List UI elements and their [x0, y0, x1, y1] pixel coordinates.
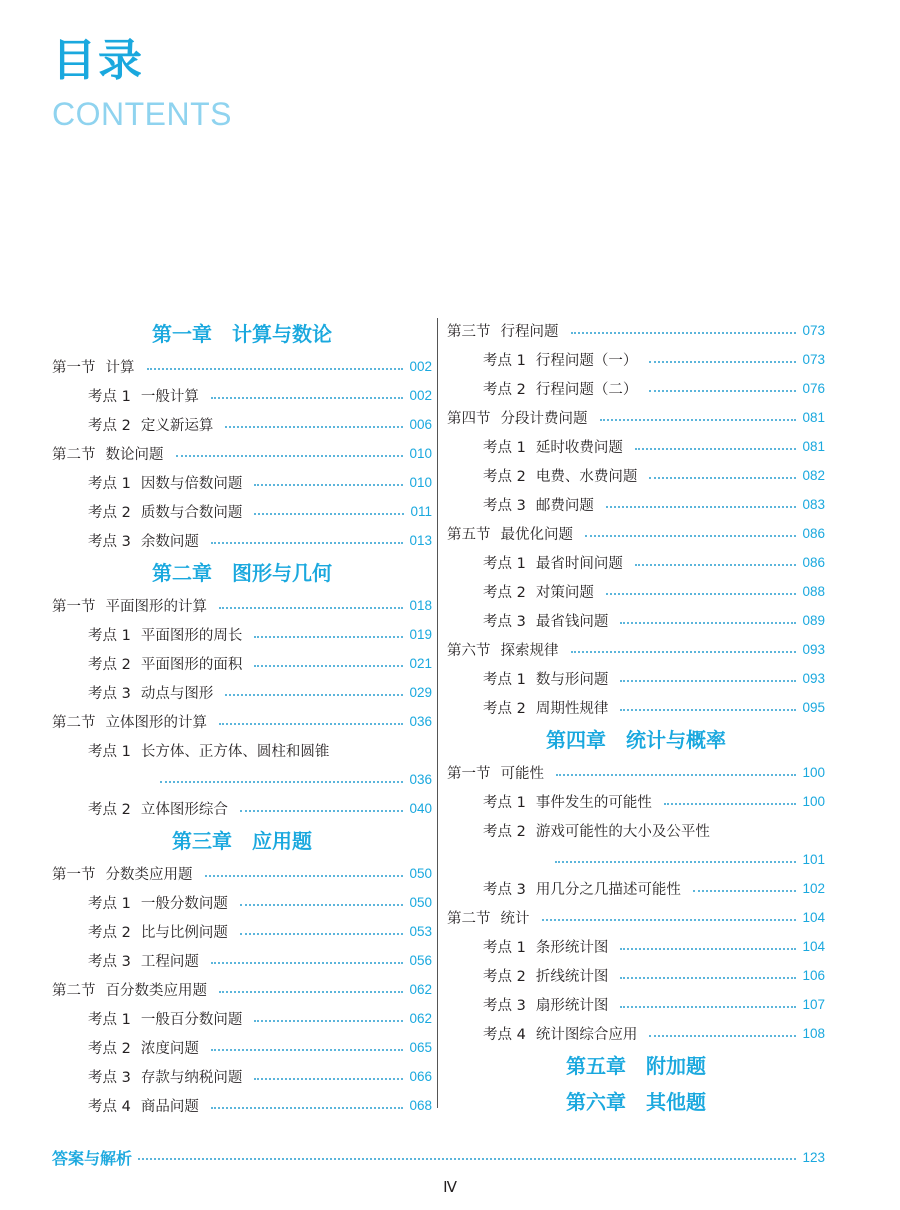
page-number: 106 [802, 968, 825, 983]
dot-leader [176, 455, 404, 457]
toc-topic[interactable]: 考点 1 平面图形的周长 019 [88, 627, 432, 644]
page-number: 104 [802, 939, 825, 954]
page-number: 108 [802, 1026, 825, 1041]
page-number: 021 [409, 656, 432, 671]
dot-leader [606, 506, 797, 508]
toc-section[interactable]: 第四节 分段计费问题 081 [447, 410, 825, 427]
dot-leader [254, 665, 403, 667]
page-number: 066 [409, 1069, 432, 1084]
page-number: 101 [802, 852, 825, 867]
dot-leader [649, 477, 796, 479]
dot-leader [211, 962, 404, 964]
toc-topic[interactable]: 考点 1 一般计算 002 [88, 388, 432, 405]
toc-right-column [447, 316, 825, 1120]
dot-leader [571, 651, 797, 653]
page-number: 086 [802, 555, 825, 570]
dot-leader [211, 1049, 404, 1051]
dot-leader [585, 535, 796, 537]
page-number: 010 [409, 475, 432, 490]
page-number: 050 [409, 866, 432, 881]
chapter-heading[interactable]: 第三章 应用题 [172, 829, 312, 853]
toc-topic[interactable]: 考点 2 浓度问题 065 [88, 1040, 432, 1057]
page-number: 002 [409, 388, 432, 403]
dot-leader [620, 1006, 796, 1008]
dot-leader [240, 810, 404, 812]
dot-leader [138, 1158, 796, 1160]
toc-topic[interactable]: 考点 3 存款与纳税问题 066 [88, 1069, 432, 1086]
dot-leader [635, 448, 797, 450]
dot-leader [649, 1035, 796, 1037]
page-number: 088 [802, 584, 825, 599]
dot-leader [664, 803, 797, 805]
dot-leader [254, 484, 403, 486]
page-number: 056 [409, 953, 432, 968]
dot-leader [254, 513, 404, 515]
page-number: 013 [409, 533, 432, 548]
dot-leader [254, 1078, 403, 1080]
toc-section[interactable]: 第一节 计算 002 [52, 359, 432, 376]
dot-leader [649, 361, 796, 363]
chapter-heading[interactable]: 第五章 附加题 [566, 1054, 706, 1078]
page-subtitle: CONTENTS [52, 96, 232, 132]
dot-leader [620, 948, 796, 950]
toc-topic[interactable]: 考点 2 行程问题（二） 076 [483, 381, 825, 398]
dot-leader [571, 332, 797, 334]
toc-section[interactable]: 第五节 最优化问题 086 [447, 526, 825, 543]
toc-topic[interactable]: 考点 3 邮费问题 083 [483, 497, 825, 514]
dot-leader [240, 933, 404, 935]
toc-answers[interactable] [52, 1144, 825, 1170]
toc-topic[interactable]: 考点 2 质数与合数问题 011 [88, 504, 432, 521]
toc-topic[interactable]: 考点 1 行程问题（一） 073 [483, 352, 825, 369]
toc-topic[interactable]: 考点 2 电费、水费问题 082 [483, 468, 825, 485]
dot-leader [620, 977, 796, 979]
toc-topic[interactable]: 考点 3 余数问题 013 [88, 533, 432, 550]
dot-leader [254, 636, 403, 638]
toc-topic[interactable]: 考点 4 商品问题 068 [88, 1098, 432, 1115]
toc-topic[interactable]: 考点 1 长方体、正方体、圆柱和圆锥 [88, 744, 330, 760]
toc-section[interactable]: 第一节 可能性 100 [447, 765, 825, 782]
toc-topic[interactable]: 考点 1 数与形问题 093 [483, 671, 825, 688]
dot-leader [219, 723, 403, 725]
page-number: 010 [409, 446, 432, 461]
toc-topic[interactable]: 考点 2 折线统计图 106 [483, 968, 825, 985]
dot-leader [219, 607, 403, 609]
toc-topic[interactable]: 考点 2 游戏可能性的大小及公平性 [483, 824, 710, 840]
chapter-heading[interactable]: 第六章 其他题 [566, 1090, 706, 1114]
toc-topic[interactable]: 考点 2 对策问题 088 [483, 584, 825, 601]
page-number: 082 [802, 468, 825, 483]
dot-leader [225, 426, 403, 428]
dot-leader [600, 419, 797, 421]
dot-leader [147, 368, 404, 370]
page-number: 062 [409, 1011, 432, 1026]
dot-leader [693, 890, 797, 892]
page-number: 036 [409, 714, 432, 729]
toc-section[interactable]: 第一节 平面图形的计算 018 [52, 598, 432, 615]
dot-leader [635, 564, 797, 566]
toc-topic[interactable]: 考点 3 动点与图形 029 [88, 685, 432, 702]
toc-topic[interactable]: 考点 2 周期性规律 095 [483, 700, 825, 717]
dot-leader [205, 875, 404, 877]
page-number: 076 [802, 381, 825, 396]
toc-topic[interactable]: 考点 1 延时收费问题 081 [483, 439, 825, 456]
toc-section[interactable]: 第二节 数论问题 010 [52, 446, 432, 463]
dot-leader [620, 622, 796, 624]
toc-topic[interactable]: 考点 3 扇形统计图 107 [483, 997, 825, 1014]
page-number: 019 [409, 627, 432, 642]
page-number: 095 [802, 700, 825, 715]
dot-leader [240, 904, 404, 906]
toc-section[interactable]: 第二节 统计 104 [447, 910, 825, 927]
toc-topic[interactable]: 考点 2 比与比例问题 053 [88, 924, 432, 941]
toc-topic[interactable]: 考点 1 最省时间问题 086 [483, 555, 825, 572]
dot-leader [160, 781, 403, 783]
page-number: 102 [802, 881, 825, 896]
page-number: 104 [802, 910, 825, 925]
chapter-heading[interactable]: 第二章 图形与几何 [152, 561, 332, 585]
dot-leader [620, 709, 796, 711]
page-number: 083 [802, 497, 825, 512]
toc-topic[interactable]: 考点 1 事件发生的可能性 100 [483, 794, 825, 811]
toc-topic[interactable]: 考点 1 条形统计图 104 [483, 939, 825, 956]
page-number: 065 [409, 1040, 432, 1055]
page-number: 081 [802, 410, 825, 425]
toc-topic[interactable]: 考点 3 用几分之几描述可能性 102 [483, 881, 825, 898]
page-number: 089 [802, 613, 825, 628]
page-number: 100 [802, 794, 825, 809]
toc-topic[interactable]: 考点 2 定义新运算 006 [88, 417, 432, 434]
dot-leader [606, 593, 797, 595]
dot-leader [649, 390, 796, 392]
page-number: 100 [802, 765, 825, 780]
toc-topic[interactable]: 考点 2 立体图形综合 040 [88, 801, 432, 818]
page-number: 040 [409, 801, 432, 816]
toc-topic[interactable]: 考点 1 一般分数问题 050 [88, 895, 432, 912]
page-number: 093 [802, 671, 825, 686]
toc-topic[interactable]: 考点 3 最省钱问题 089 [483, 613, 825, 630]
toc-topic[interactable]: 考点 4 统计图综合应用 108 [483, 1026, 825, 1043]
toc-topic-continuation[interactable] [52, 765, 432, 794]
toc-topic[interactable]: 考点 1 因数与倍数问题 010 [88, 475, 432, 492]
dot-leader [555, 861, 796, 863]
dot-leader [211, 397, 404, 399]
dot-leader [620, 680, 796, 682]
dot-leader [211, 1107, 404, 1109]
dot-leader [542, 919, 797, 921]
chapter-heading[interactable]: 第一章 计算与数论 [152, 322, 332, 346]
dot-leader [556, 774, 796, 776]
toc-topic[interactable]: 考点 1 一般百分数问题 062 [88, 1011, 432, 1028]
toc-section[interactable]: 第三节 行程问题 073 [447, 323, 825, 340]
dot-leader [225, 694, 403, 696]
column-divider [437, 318, 438, 1108]
toc-topic[interactable]: 考点 3 工程问题 056 [88, 953, 432, 970]
page-number: 006 [409, 417, 432, 432]
chapter-heading[interactable]: 第四章 统计与概率 [546, 728, 726, 752]
page-number: 073 [802, 352, 825, 367]
toc-topic-continuation[interactable] [447, 845, 825, 874]
page-number: 068 [409, 1098, 432, 1113]
page-number: 029 [409, 685, 432, 700]
page-number: 053 [409, 924, 432, 939]
page-number: 036 [409, 772, 432, 787]
dot-leader [211, 542, 404, 544]
page-number: 123 [802, 1149, 825, 1165]
page-title: 目录 [52, 35, 144, 86]
dot-leader [254, 1020, 403, 1022]
dot-leader [219, 991, 403, 993]
page-number: 050 [409, 895, 432, 910]
toc-left-column [52, 316, 432, 1120]
folio-page-number: Ⅳ [443, 1180, 457, 1196]
page-number: 086 [802, 526, 825, 541]
answers-label: 答案与解析 [52, 1148, 133, 1168]
toc-section[interactable]: 第二节 百分数类应用题 062 [52, 982, 432, 999]
page-number: 018 [409, 598, 432, 613]
page-number: 011 [410, 504, 432, 519]
page-number: 002 [409, 359, 432, 374]
page-number: 073 [802, 323, 825, 338]
toc-section[interactable]: 第六节 探索规律 093 [447, 642, 825, 659]
page-number: 107 [802, 997, 825, 1012]
page-number: 081 [802, 439, 825, 454]
page-number: 062 [409, 982, 432, 997]
toc-topic[interactable]: 考点 2 平面图形的面积 021 [88, 656, 432, 673]
toc-section[interactable]: 第二节 立体图形的计算 036 [52, 714, 432, 731]
page-number: 093 [802, 642, 825, 657]
toc-section[interactable]: 第一节 分数类应用题 050 [52, 866, 432, 883]
